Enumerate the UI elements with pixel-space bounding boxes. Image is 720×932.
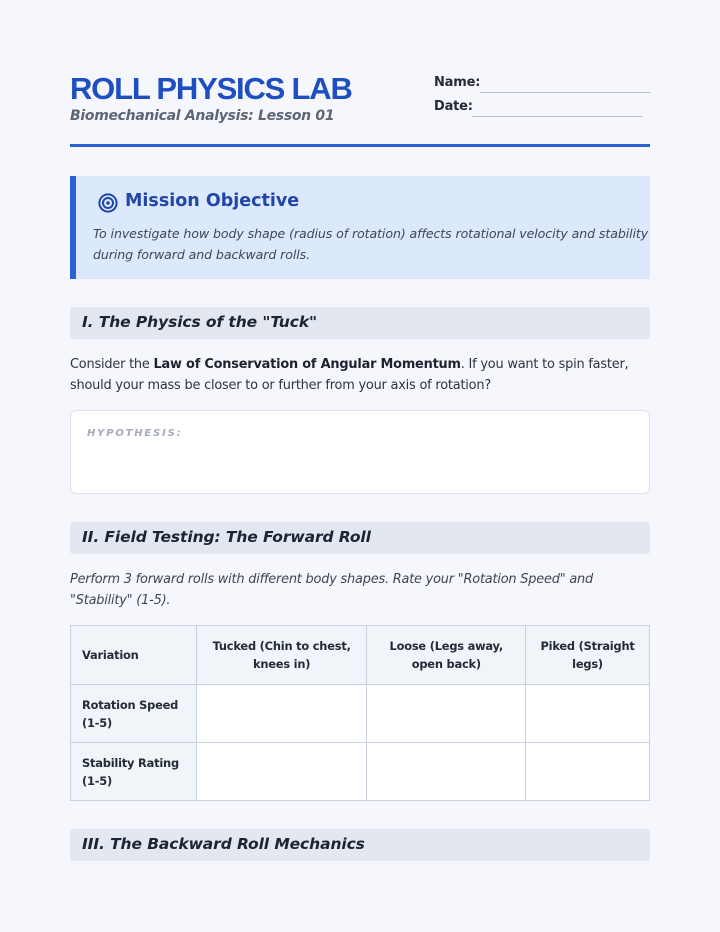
table-cell[interactable]: [196, 743, 367, 801]
page-subtitle: Biomechanical Analysis: Lesson 01: [70, 108, 335, 124]
row-label: Stability Rating (1-5): [71, 743, 197, 801]
section-heading-backward-roll: [70, 829, 650, 861]
table-cell[interactable]: [367, 685, 526, 743]
header: [70, 70, 650, 150]
law-name: Law of Conservation of Angular Momentum: [153, 357, 461, 372]
table-row: [71, 685, 650, 743]
table-header: Tucked (Chin to chest, knees in): [196, 626, 367, 685]
name-line[interactable]: [480, 92, 650, 93]
table-cell[interactable]: [367, 743, 526, 801]
section-heading-forward-roll: [70, 522, 650, 554]
table-header: Loose (Legs away, open back): [367, 626, 526, 685]
mission-objective-box: [70, 176, 650, 279]
table-cell[interactable]: [196, 685, 367, 743]
name-field[interactable]: [434, 73, 650, 93]
forward-roll-table: [70, 625, 650, 801]
question-text: [70, 354, 650, 396]
name-label: Name:: [434, 75, 481, 90]
table-cell[interactable]: [526, 685, 650, 743]
date-line[interactable]: [472, 116, 642, 117]
target-icon: [98, 193, 118, 213]
question-text-end: . If you want to spin faster, should your mass be closer to or further from your axis of rotation?: [70, 357, 629, 393]
table-header: Piked (Straight legs): [526, 626, 650, 685]
mission-text: To investigate how body shape (radius of rotation) affects rotational velocity and stability during forward and backward rolls.: [93, 226, 649, 262]
section-title: I. The Physics of the "Tuck": [82, 313, 318, 331]
table-row: [71, 743, 650, 801]
row-label: Rotation Speed (1-5): [71, 685, 197, 743]
question-text-start: Consider the: [70, 357, 154, 372]
date-field[interactable]: [434, 97, 650, 117]
header-divider: [70, 144, 650, 147]
table-header: Variation: [71, 626, 197, 685]
page-title: ROLL PHYSICS LAB: [70, 71, 352, 106]
mission-title: Mission Objective: [125, 191, 300, 211]
instructions-text: Perform 3 forward rolls with different body shapes. Rate your "Rotation Speed" and "Stability" (1-5).: [70, 572, 593, 608]
table-header-row: [71, 626, 650, 685]
hypothesis-box[interactable]: [70, 410, 650, 494]
section-title: III. The Backward Roll Mechanics: [82, 835, 365, 853]
date-label: Date:: [434, 99, 473, 114]
section-heading-tuck: [70, 307, 650, 339]
table-cell[interactable]: [526, 743, 650, 801]
section-title: II. Field Testing: The Forward Roll: [82, 528, 371, 546]
hypothesis-label: HYPOTHESIS:: [87, 428, 183, 439]
